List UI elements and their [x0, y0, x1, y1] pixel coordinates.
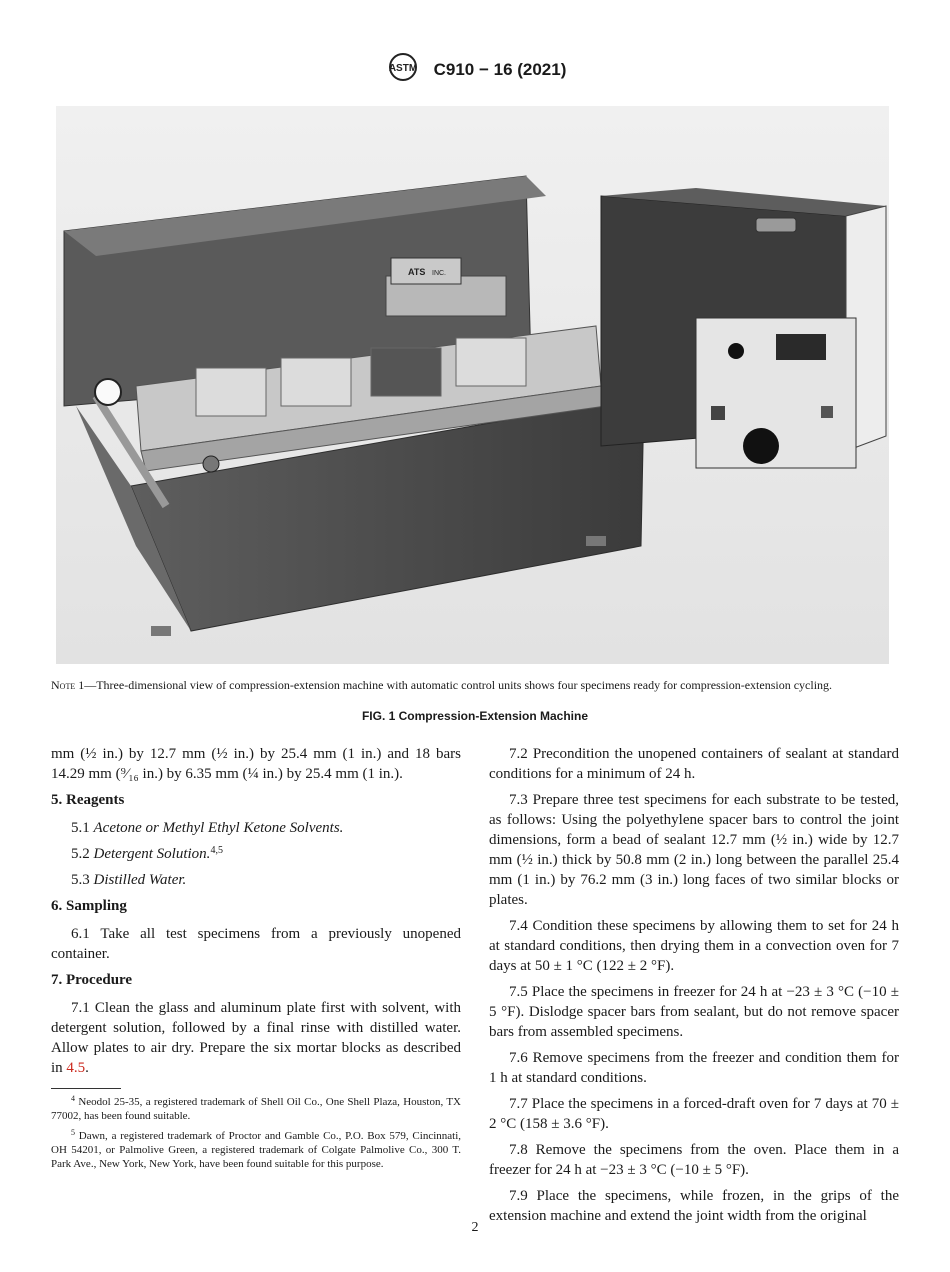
- standard-designation: C910 − 16 (2021): [433, 59, 567, 79]
- para-7-7: 7.7 Place the specimens in a forced-draft oven for 7 days at 70 ± 2 °C (158 ± 3.6 °F).: [489, 1096, 899, 1132]
- left-column: [51, 744, 461, 1177]
- para-7-6: 7.6 Remove specimens from the freezer and condition them for 1 h at standard conditions.: [489, 1050, 899, 1086]
- section-6-heading: 6. Sampling: [51, 898, 127, 914]
- para-5-3: 5.3 Distilled Water.: [71, 872, 187, 888]
- figure-photo: [56, 106, 889, 664]
- maker-plate-label-2: INC.: [432, 270, 446, 277]
- logo-text: ASTM: [388, 63, 417, 74]
- para-7-9: 7.9 Place the specimens, while frozen, in the grips of the extension machine and extend the joint width from the original: [489, 1188, 899, 1224]
- para-7-1: 7.1 Clean the glass and aluminum plate first with solvent, with detergent solution, followed by a final rinse with distilled water. Allow plates to air dry. Prepare the six mortar blocks as described in 4.5.: [51, 1000, 461, 1076]
- para-7-4: 7.4 Condition these specimens by allowing them to set for 24 h at standard conditions, then drying them in a convection oven for 7 days at 50 ± 1 °C (122 ± 2 °F).: [489, 918, 899, 974]
- link-4-5[interactable]: 4.5: [66, 1060, 86, 1076]
- footnote-5: $^5$ Dawn, a registered trademark of Proctor and Gamble Co., P.O. Box 579, Cincinnati, OH 54201, or Palmolive Green, a registered trademark of Colgate Palmolive Co., 300 T. Park Ave., New York, New York, have been found suitable for this purpose.: [51, 1128, 462, 1170]
- figure-note: [51, 677, 899, 693]
- para-5-1: 5.1 Acetone or Methyl Ethyl Ketone Solvents.: [71, 820, 344, 836]
- para-7-5: 7.5 Place the specimens in freezer for 24 h at −23 ± 3 °C (−10 ± 5 °F). Dislodge spacer bars from sealant, but do not remove spacer bars from assembled specimens.: [489, 984, 899, 1040]
- para-6-1: 6.1 Take all test specimens from a previously unopened container.: [51, 926, 461, 962]
- continued-paragraph: mm (½ in.) by 12.7 mm (½ in.) by 25.4 mm (1 in.) and 18 bars 14.29 mm (⁹⁄₁₆ in.) by 6.35 mm (¼ in.) by 25.4 mm (1 in.).: [51, 746, 461, 782]
- para-7-8: 7.8 Remove the specimens from the oven. Place them in a freezer for 24 h at −23 ± 3 °C (−10 ± 5 °F).: [489, 1142, 899, 1178]
- para-7-2: 7.2 Precondition the unopened containers of sealant at standard conditions for a minimum of 24 h.: [489, 746, 899, 782]
- note-label: Note 1: [51, 678, 85, 692]
- dial-gauge: [95, 379, 121, 405]
- section-5-heading: 5. Reagents: [51, 792, 125, 808]
- para-5-2: 5.2 Detergent Solution.$^{4,5}$: [71, 845, 223, 862]
- footnote-divider: [51, 1088, 121, 1089]
- footnote-ref: 4,5: [210, 845, 223, 856]
- figure-caption: FIG. 1 Compression-Extension Machine: [361, 709, 589, 723]
- footnote-4: $^4$ Neodol 25-35, a registered trademark of Shell Oil Co., One Shell Plaza, Houston, TX 77002, has been found suitable.: [51, 1094, 462, 1122]
- page-number: 2: [471, 1220, 479, 1235]
- section-7-heading: 7. Procedure: [51, 972, 133, 988]
- maker-plate-label-1: ATS: [408, 267, 426, 277]
- para-7-3: 7.3 Prepare three test specimens for each substrate to be tested, as follows: Using the polyethylene spacer bars to control the joint dimensions, form a bead of sealant 12.7 mm (½ in.) wide by 12.7 mm (½ in.) thick by 50.8 mm (2 in.) long between the parallel 25.4 mm (1 in.) by 76.2 mm (3 in.) long faces of two similar blocks or plates.: [489, 792, 899, 908]
- note-text: —Three-dimensional view of compression-extension machine with automatic control units shows four specimens ready for compression-extension cycling.: [84, 678, 833, 692]
- maker-plate: [391, 258, 461, 284]
- page-header: [0, 52, 950, 87]
- control-unit: [601, 188, 886, 468]
- right-column: [489, 744, 899, 1232]
- astm-logo: [384, 52, 422, 87]
